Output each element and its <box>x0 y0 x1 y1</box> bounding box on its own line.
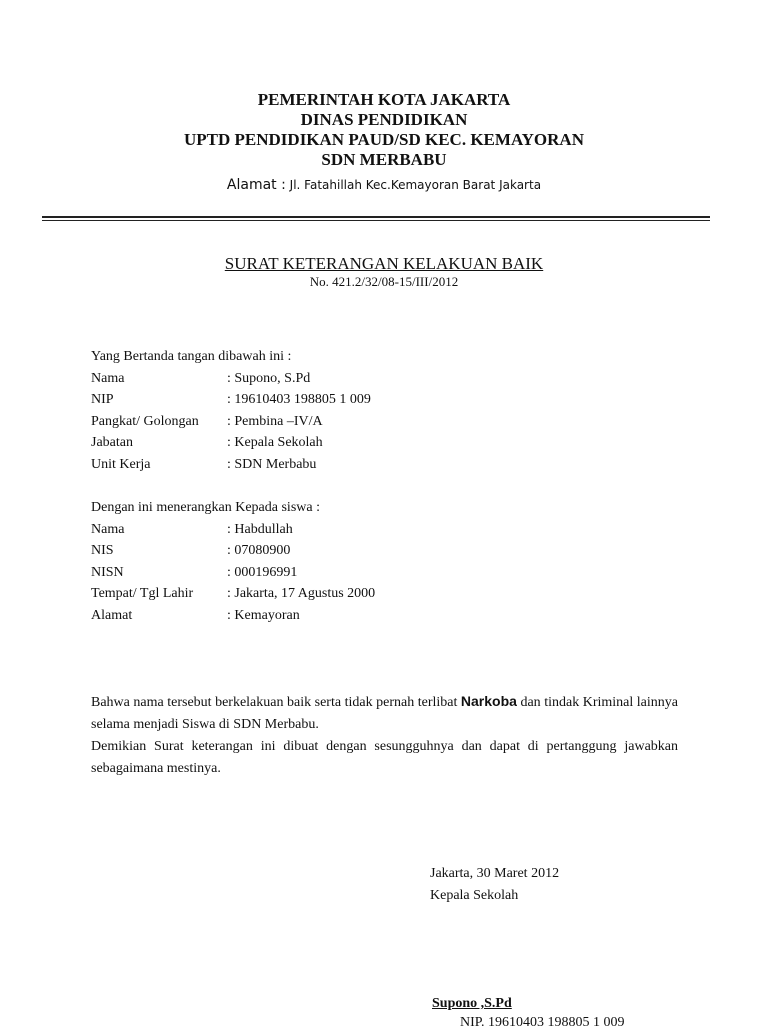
field-row <box>91 605 375 627</box>
closing-position: Kepala Sekolah <box>430 888 519 903</box>
body-p1-start: Bahwa nama tersebut berkelakuan baik serta tidak pernah terlibat <box>91 695 461 710</box>
field-value: : Pembina –IV/A <box>227 413 323 429</box>
body-text <box>91 690 678 780</box>
field-row <box>91 411 371 433</box>
signatory-nip: NIP. 19610403 198805 1 009 <box>460 1015 625 1030</box>
field-row <box>91 540 375 562</box>
field-label: Tempat/ Tgl Lahir <box>91 586 194 602</box>
field-label: NIS <box>91 543 114 559</box>
letter-number: No. 421.2/32/08-15/III/2012 <box>309 274 459 289</box>
body-p1-emphasis: Narkoba <box>460 693 517 709</box>
field-value: : Supono, S.Pd <box>227 370 311 386</box>
body-paragraph-2: Demikian Surat keterangan ini dibuat dengan sesungguhnya dan dapat di pertanggung jawabkan sebagaimana mestinya. <box>91 739 678 776</box>
header-line-1: PEMERINTAH KOTA JAKARTA <box>257 90 511 109</box>
field-value: : SDN Merbabu <box>227 456 317 472</box>
body-p1-end: dan tindak Kriminal lainnya selama menjadi Siswa di SDN Merbabu. <box>91 695 678 732</box>
field-row <box>91 389 371 411</box>
field-label: NIP <box>91 392 114 408</box>
field-label: Alamat <box>91 607 133 623</box>
signatory-section <box>91 346 371 476</box>
field-label: Unit Kerja <box>91 456 151 472</box>
closing-block <box>430 863 559 907</box>
field-row <box>91 562 375 584</box>
field-value: : Kemayoran <box>227 607 300 623</box>
header-line-2: DINAS PENDIDIKAN <box>300 110 468 129</box>
field-value: : Kepala Sekolah <box>227 435 323 451</box>
field-label: Jabatan <box>91 435 133 451</box>
header-address <box>0 176 768 194</box>
signatory-name: Supono ,S.Pd <box>432 996 512 1011</box>
letter-title: SURAT KETERANGAN KELAKUAN BAIK <box>224 254 544 273</box>
field-value: : 19610403 198805 1 009 <box>227 392 371 408</box>
field-value: : Habdullah <box>227 521 293 537</box>
body-paragraph-1 <box>91 690 678 736</box>
header-line-3: UPTD PENDIDIKAN PAUD/SD KEC. KEMAYORAN <box>184 130 584 149</box>
field-label: Nama <box>91 521 125 537</box>
field-row <box>91 519 375 541</box>
letterhead <box>0 90 768 194</box>
signatory-intro: Yang Bertanda tangan dibawah ini : <box>91 349 292 364</box>
field-value: : 07080900 <box>227 543 291 559</box>
field-label: NISN <box>91 564 124 580</box>
field-value: : 000196991 <box>227 564 298 580</box>
field-label: Pangkat/ Golongan <box>91 413 199 429</box>
closing-place-date: Jakarta, 30 Maret 2012 <box>430 866 560 881</box>
letter-title-block <box>0 254 768 290</box>
student-section <box>91 497 375 627</box>
header-line-4: SDN MERBABU <box>321 150 447 169</box>
address-text: Jl. Fatahillah Kec.Kemayoran Barat Jakarta <box>289 178 542 192</box>
field-row <box>91 454 371 476</box>
field-row <box>91 368 371 390</box>
student-intro: Dengan ini menerangkan Kepada siswa : <box>91 500 320 515</box>
field-value: : Jakarta, 17 Agustus 2000 <box>227 586 376 602</box>
header-divider-thin <box>42 220 710 221</box>
header-divider-thick <box>42 216 710 218</box>
field-row <box>91 432 371 454</box>
address-label: Alamat : <box>226 177 286 193</box>
field-row <box>91 583 375 605</box>
field-label: Nama <box>91 370 125 386</box>
